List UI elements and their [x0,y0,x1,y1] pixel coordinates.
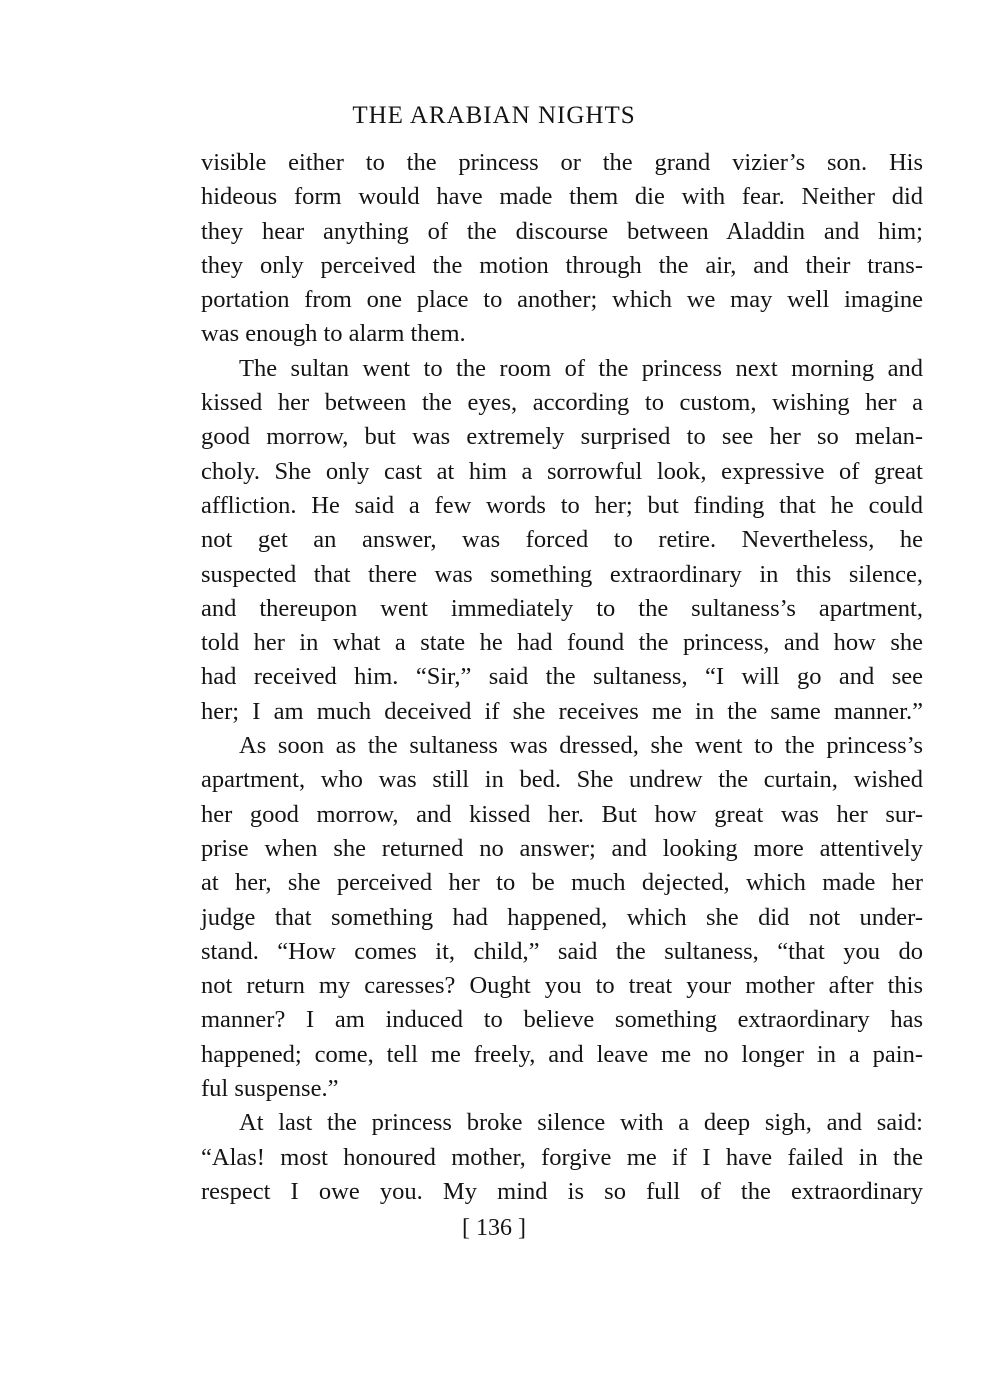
text-line: apartment, who was still in bed. She undrew the curtain, wished [201,766,923,794]
paragraph-start-line: The sultan went to the room of the princess next morning and [239,354,923,382]
text-line: hideous form would have made them die with fear. Neither did [201,183,923,211]
text-line: they hear anything of the discourse between Aladdin and him; [201,217,923,245]
text-line: stand. “How comes it, child,” said the sultaness, “that you do [201,937,923,965]
text-line: suspected that there was something extraordinary in this silence, [201,560,923,588]
text-line: her; I am much deceived if she receives me in the same manner.” [201,697,923,725]
text-line: “Alas! most honoured mother, forgive me if I have failed in the [201,1143,923,1171]
text-line: choly. She only cast at him a sorrowful look, expressive of great [201,457,923,485]
text-line: prise when she returned no answer; and looking more attentively [201,834,923,862]
text-line: affliction. He said a few words to her; but finding that he could [201,491,923,519]
text-line: not get an answer, was forced to retire. Nevertheless, he [201,526,923,554]
text-line: not return my caresses? Ought you to treat your mother after this [201,972,923,1000]
text-line: good morrow, but was extremely surprised to see her so melan- [201,423,923,451]
text-line: and thereupon went immediately to the sultaness’s apartment, [201,594,923,622]
text-line: had received him. “Sir,” said the sultaness, “I will go and see [201,663,923,691]
paragraph-start-line: As soon as the sultaness was dressed, she went to the princess’s [239,732,923,760]
text-line: was enough to alarm them. [201,320,466,348]
text-line: told her in what a state he had found the princess, and how she [201,629,923,657]
page-number: [ 136 ] [462,1215,526,1241]
text-line: her good morrow, and kissed her. But how great was her sur- [201,800,923,828]
body-text [201,146,923,1209]
text-line: respect I owe you. My mind is so full of the extraordinary [201,1177,923,1205]
text-line: kissed her between the eyes, according to custom, wishing her a [201,389,923,417]
paragraph-start-line: At last the princess broke silence with a deep sigh, and said: [239,1109,923,1137]
running-head-title: THE ARABIAN NIGHTS [352,102,636,129]
text-line: they only perceived the motion through the air, and their trans- [201,251,923,279]
text-line: visible either to the princess or the grand vizier’s son. His [201,149,923,176]
text-line: portation from one place to another; which we may well imagine [201,286,923,314]
text-line: ful suspense.” [201,1075,339,1103]
text-line: happened; come, tell me freely, and leave me no longer in a pain- [201,1040,923,1068]
text-line: judge that something had happened, which she did not under- [201,903,923,931]
text-line: manner? I am induced to believe something extraordinary has [201,1006,923,1034]
text-line: at her, she perceived her to be much dejected, which made her [201,869,923,897]
